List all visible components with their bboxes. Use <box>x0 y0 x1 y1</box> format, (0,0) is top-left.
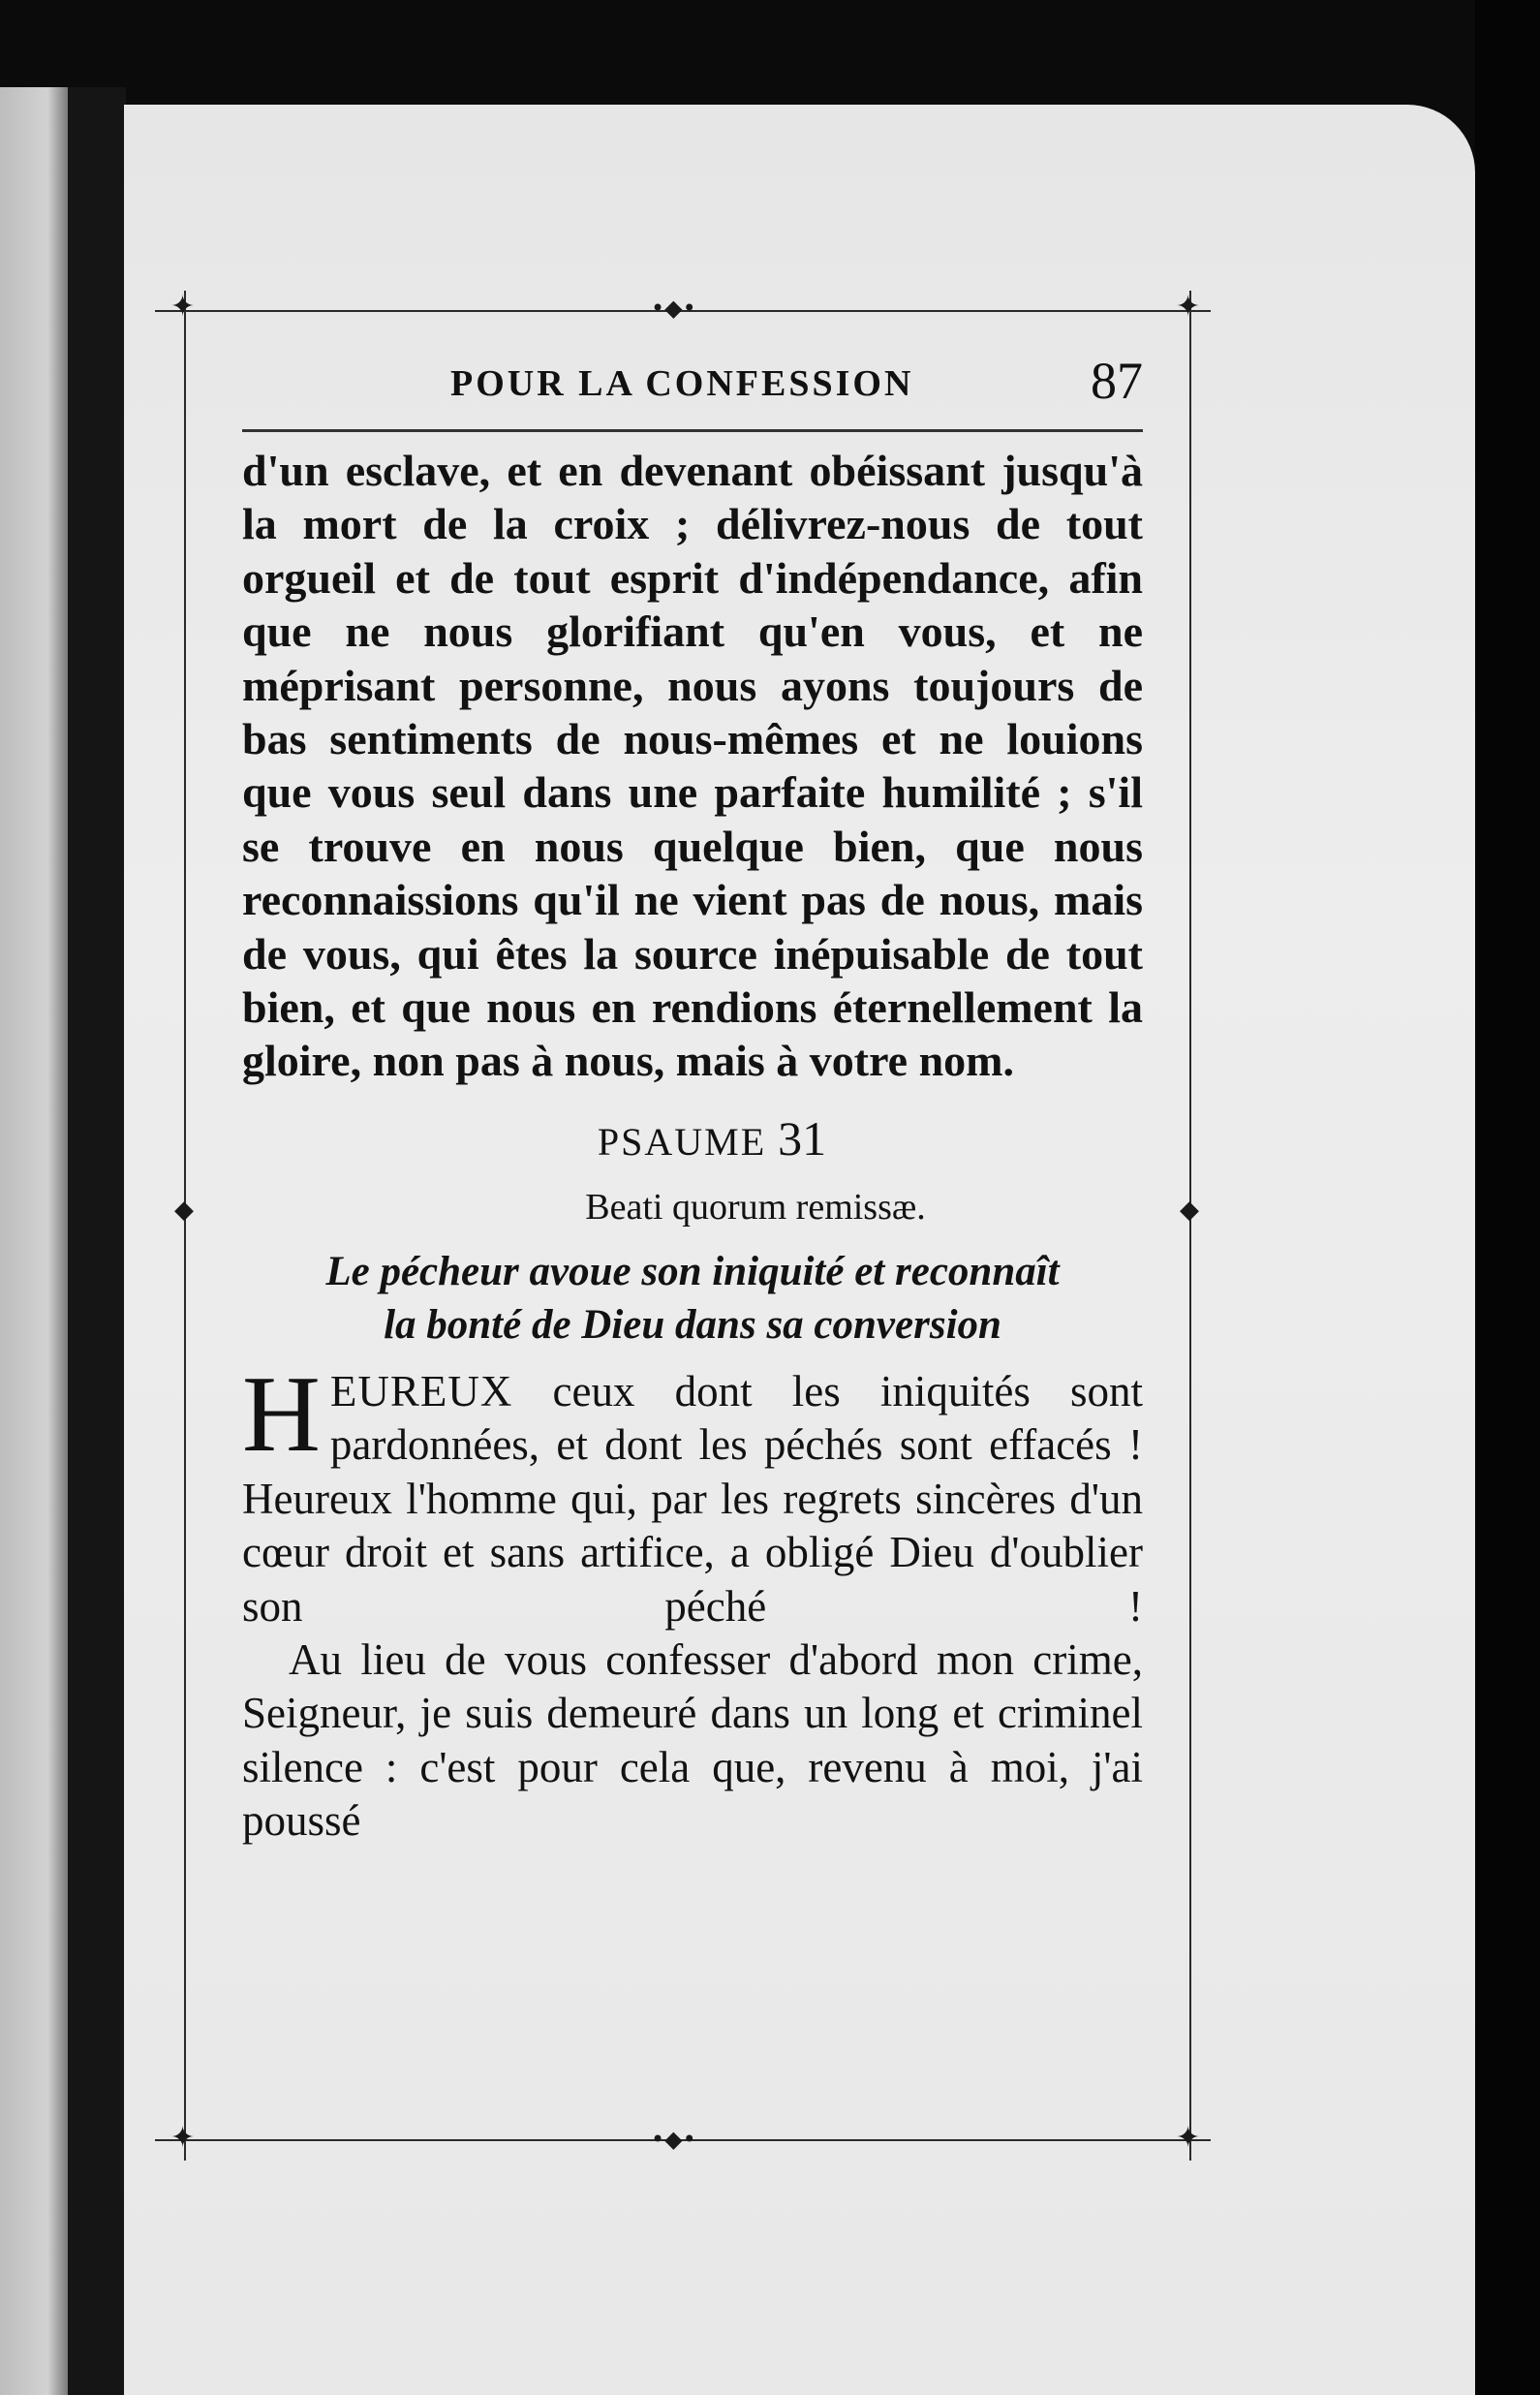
page-number: 87 <box>1091 352 1143 410</box>
page-text <box>242 444 1143 1849</box>
frame-left-rule <box>184 291 186 2161</box>
psalm-number: 31 <box>778 1110 827 1166</box>
side-ornament-icon: ◆ <box>1180 1196 1199 1225</box>
corner-ornament-icon: ✦ <box>1176 290 1201 324</box>
facing-page-edge <box>0 87 68 2395</box>
psalm-label: PSAUME <box>597 1119 767 1164</box>
top-center-ornament-icon: •◆• <box>651 295 696 322</box>
bottom-center-ornament-icon: •◆• <box>651 2126 696 2153</box>
header-rule <box>242 429 1143 432</box>
corner-ornament-icon: ✦ <box>1176 2121 1201 2155</box>
running-title: POUR LA CONFESSION <box>450 363 914 404</box>
psalm-verse-2: Au lieu de vous confesser d'abord mon crime, Seigneur, je suis demeuré dans un long et criminel silence : c'est pour cela que, revenu à moi, j'ai poussé <box>242 1634 1143 1846</box>
psalm-heading <box>242 1109 1143 1171</box>
verse-text: ceux dont les iniquités sont pardonnées, et dont les péchés sont effacés ! Heureux l'homme qui, par les regrets sincères d'un cœur droit et sans artifice, a obligé Dieu d'oublier son péché ! <box>242 1366 1143 1631</box>
frame-right-rule <box>1189 291 1191 2161</box>
small-caps-word: EUREUX <box>329 1366 513 1415</box>
scan-background <box>1475 0 1540 2395</box>
corner-ornament-icon: ✦ <box>170 2121 196 2155</box>
corner-ornament-icon: ✦ <box>170 290 196 324</box>
psalm-argument <box>242 1245 1143 1352</box>
running-header <box>242 351 1143 419</box>
book-gutter <box>68 87 126 2395</box>
side-ornament-icon: ◆ <box>174 1196 194 1225</box>
drop-cap: H <box>242 1353 321 1475</box>
prayer-paragraph: d'un esclave, et en devenant obéissant jusqu'à la mort de la croix ; délivrez-nous de tout orgueil et de tout esprit d'indépendance, afin que ne nous glorifiant qu'en vous, et ne méprisant personne, nous ayons toujours de bas sentiments de nous-mêmes et ne louions que vous seul dans une parfaite humilité ; s'il se trouve en nous quelque bien, que nous reconnaissions qu'il ne vient pas de nous, mais de vous, qui êtes la source inépuisable de tout bien, et que nous en rendions éternellement la gloire, non pas à nous, mais à votre nom. <box>242 446 1143 1086</box>
argument-line-1: Le pécheur avoue son iniquité et reconnaît <box>325 1248 1060 1294</box>
psalm-verse-1 <box>242 1353 1143 1633</box>
argument-line-2: la bonté de Dieu dans sa conversion <box>384 1301 1001 1348</box>
psalm-incipit: Beati quorum remissæ. <box>585 1186 926 1228</box>
